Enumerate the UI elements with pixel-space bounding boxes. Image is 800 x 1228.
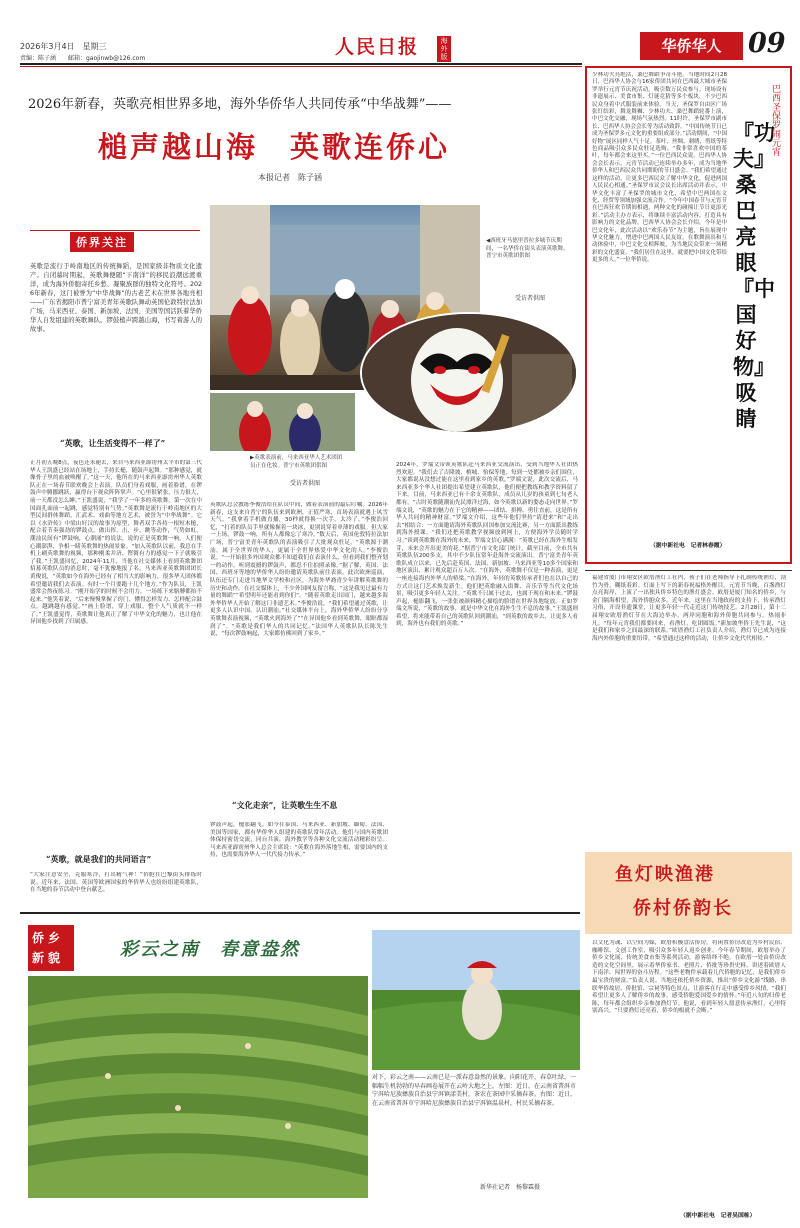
- xiang-title-1: 鱼灯映渔港: [615, 864, 715, 885]
- bottom-credit: 新华社记者 杨黎霖摄: [480, 1184, 541, 1191]
- sidebar-credit: （据中新社电 记者林春霞）: [650, 543, 726, 549]
- sidebar-title: 『功夫』桑巴亮眼 『中国好物』吸睛: [733, 120, 778, 431]
- body-col-1b: “大家注意安全，克服寒冷，打出精气神！”侨胞在巴黎街头排练时说。近年来，法国、英国等欧洲国家的华侨华人也纷纷组建英歌队，在当地的春节活动中登台献艺。: [30, 872, 202, 894]
- right-divider: [585, 570, 792, 571]
- editor-line: 责编：陈子涵 邮箱：gaojinwb@126.com: [20, 55, 146, 62]
- section-title: 华侨华人: [640, 32, 743, 60]
- body-col-3: 2024年，罗端文带领英歌队赴马来西亚交流演出，受到当地华人社团热烈欢迎。“我们去了吉隆坡、槟城、怡保等地，每到一处都被乡亲们围住，大家都说从没想过能在这里看到家乡的英歌。”罗端文说，此次交流后，马来西亚多个华人社团提出希望建立英歌队，他们便把教练和教学资料留了下来。目前，马来西亚已有十余支英歌队，成员从几岁的孩童到七旬老人都有。“古时英歌随潮汕先民漂洋过海，如今英歌以新的姿态走向世界。”罗端文说，“英歌的魅力在于它的精神——团结、拼搏、勇往直前，这是所有华人共同的精神财富。”罗端文介绍，这些年他们坚持“请进来”和“走出去”相结合：一方面邀请海外英歌队回国参加交流比赛，另一方面派出教练到海外授课。“我们还把英歌教学视频放到网上，方便海外学员随时学习。”谈到英歌舞在海外的未来，罗端文信心满满：“英歌已经在海外生根发芽，未来会开出更美的花。”据普宁市文化部门统计，截至目前，全市共有英歌队伍200多支，其中不少队伍常年赴海外交流演出。普宁富美青年英歌队成立以来，已先后赴英国、法国、新加坡、马来西亚等10多个国家和地区演出，累计观众超百万人次。“在海外，英歌舞不仅是一种表演，更是一座连接海内外华人的桥梁。”在海外，年轻的英歌传承者们也在以自己的方式让这门艺术焕发新生。他们把英歌融入街舞、音乐节等当代文化场景，吸引更多年轻人关注。“英歌不只属于过去，也属于现在和未来。”锣鼓声起，槌影翻飞，一张张被颜料精心描绘的脸谱在世界各地绽放。正如罗端文所说，“英歌的故事，就是中华文化在海外生生不息的故事。”王凯盛则希望，将来能带着自己的英歌队回到潮汕，“到英歌的故乡去，让更多人看到，海外也有我们的英歌。”: [396, 462, 578, 628]
- sidebar-text: 少林功夫亮绝活，桑巴舞蹈争奇斗艳。当地时间2月28日，巴西华人协会与16家侨团共同在巴西最大城市圣保罗举行元宵节庆祝活动，吸引数万民众参与。现场设有非遗展示、美食市集、灯谜竞猜等多个板块，不少巴西民众身着中式服装前来体验。当天，圣保罗自由区广场张灯结彩，舞龙舞狮、少林功夫、桑巴舞蹈轮番上演，中巴文化交融，现场气氛热烈。11时许，圣保罗市副市长、巴西华人协会会长等为活动致辞。“中国传统节日已成为圣保罗多元文化的重要组成部分。”活动期间，“中国好物”展区同样人气十足。茶叶、丝绸、刺绣、剪纸等特色商品吸引众多民众驻足选购。“我非常喜欢中国的茶叶，每年都会来这里买。”一位巴西民众说。巴西华人协会会长表示，元宵节活动已连续举办多年，成为当地华侨华人和巴西民众共同期盼的节日盛会。“我们希望通过这样的活动，让更多巴西民众了解中华文化，促进两国人民民心相通。”圣保罗市议会议长出席活动并表示，中华文化丰富了圣保罗的城市文化，希望中巴两国在文化、经贸等领域加强交流合作。“今年中国春节与元宵节在巴西狂欢节期间相遇，两种文化的碰撞让节日更添光彩。”活动主办方表示，将继续丰富活动内容，打造具有影响力的文化品牌。巴西华人协会会长介绍，今年是中巴文化年，此次活动以“欢乐春节”为主题，旨在展现中华文化魅力，增进中巴两国人民友谊。在歌舞演出和互动体验中，中巴文化交相辉映，为当地民众带来一场精彩的文化盛宴。“我们居住在这里，就要把中国文化带给更多的人。”一位华侨说。: [592, 72, 727, 264]
- xiang-title-box: [585, 852, 792, 934]
- article-headline: 槌声越山海 英歌连侨心: [98, 130, 451, 164]
- body-col-1: 正月初五晚8点，夜色还未褪去，来自马来西亚霹雳州太平市的第三代华人王凯盛已经站在场地上，手持长槌，随鼓声起舞。“那种感觉，就像骨子里的血被唤醒了。”这一天，他所在的马来西亚霹雳州华人英歌队正在一场春节联欢晚会上表演。队员们身着戏服，画着脸谱，在锣鼓声中腾挪跳跃，赢得台下观众阵阵掌声。“心里很紧张，压力很大，前一天都没怎么睡。”王凯盛说，“我学了一年多的英歌舞，第一次在中国面孔面前一起跳，感觉特别有气势。”英歌舞是流行于岭南地区的大型民间群体舞蹈，汇武术、戏曲等地方艺术，被誉为“中华战舞”。它以《水浒传》中梁山好汉的故事为原型，舞者双手各持一根短木槌，配合着节奏强劲的锣鼓点，做出挥、击、步、跳等动作，气势如虹。潮汕民间有“锣鼓响，心潮涌”的说法，说的正是英歌舞一响，人们便心潮澎湃，争相一睹英歌舞的热闹景象。“加入英歌队以前，我总在手机上刷英歌舞的视频，那种刚柔并济、铿锵有力的感觉一下子就吸引了我。”王凯盛回忆，2024年11月，当他在社交媒体上看到英歌舞团招募英歌队员的消息时，毫不犹豫地报了名。马来西亚英歌舞团团长黄俊说，“英歌如今在海外已经有了相当大的影响力，很多华人团体都希望邀请我们去表演。有时一个月要跑十几个地方。”作为队员，王凯盛常会熬夜练习。“刚开始学的时候不会用力，一场练下来胳膊都抬不起来。”他笑着说，“后来慢慢掌握了窍门，懂得怎样发力、怎样配合鼓点，越跳越有感觉。”“画上脸谱，穿上戏服，整个人气质就不一样了。”王凯盛觉得，英歌舞让他真正了解了中华文化的魅力，也让他在异国他乡找到了归属感。: [30, 460, 202, 626]
- xiang-body: 以文化为魂、以空间为媒，欧厝积极盘活侨房，将闲置侨房改造为乡村民宿、咖啡馆、文创工作室，吸引众多年轻人返乡创业。今年春节期间，欧厝举办了侨乡文化展、传统美食市集等系列活动，游客络绎不绝。在欧厝一处由侨房改造的文化空间里，展示着华侨家书、老照片、侨批等珍贵史料，讲述着欧厝人下南洋、闯世界的奋斗历程。“这些老物件承载着几代侨胞的记忆，是我们侨乡最宝贵的财富。”负责人说。当地还依托侨乡资源，推出“侨乡文化游”线路，串联华侨故居、侨批馆、宗祠等特色景点，让游客在行走中感受侨乡风情。“我们希望让更多人了解侨乡的故事，感受侨胞爱国爱乡的情怀。”年近八旬的归侨老陈，每年都会组织乡亲参加渔灯节。他说，看到年轻人愿意传承渔灯，心里特别高兴。“只要渔灯还亮着，侨乡的根就不会断。”: [592, 940, 786, 1015]
- photo-tea-terraces: [28, 976, 368, 1198]
- issue-date: 2026年3月4日 星期三: [20, 42, 107, 51]
- performer-illustration: [210, 393, 355, 451]
- masthead-logo: 人民日报: [335, 36, 420, 58]
- header-rule: [20, 63, 582, 65]
- column-tag: 侨界关注: [70, 232, 134, 252]
- bottom-tag-box: [28, 925, 74, 971]
- header-rule-red: [20, 66, 582, 67]
- bottom-tag-1: 侨乡: [32, 931, 65, 945]
- subhead-2: “英歌，就是我们的共同语言”: [46, 854, 152, 864]
- xiang-credit: （据中新社电 记者吴国栋）: [680, 1213, 756, 1219]
- subhead-3: “文化走亲”，让英歌生生不息: [232, 800, 338, 810]
- xiang-lead: 福建省厦门市翔安区欧厝渔灯工社内，孩子们在老师指导下扎制传统渔灯，剖竹为骨，糊纸着彩。灯面上写下的新春祝福格外醒目。元宵节当晚，百盏渔灯点亮海岸，上演了一出独具侨乡特色的渔灯盛会。欧厝是厦门知名的侨乡，与金门隔海相望，海外侨胞众多。近年来，这里在当地政府的支持下，传承渔灯习俗，开设非遗课堂，让更多年轻一代走近这门传统技艺。2月28日，第十二届翔安欧厝渔灯节在大海边举办，两岸同胞和海外侨胞共同参与，热闹非凡。“每年元宵我们都要回来，看渔灯，吃团圆饭。”新加坡华侨王先生说，“这是我们和家乡之间最深的联系。”欧厝渔灯工社负责人介绍，渔灯节已成为连接海内外侨胞的重要纽带，“希望通过这样的活动，让侨乡文化代代相传。”: [592, 575, 786, 642]
- tea-terraces-illustration: [28, 976, 368, 1198]
- photo2-credit: 受访者供图: [290, 480, 321, 487]
- photo-performer: [210, 393, 355, 451]
- photo2-caption: ▶英歌表演前，马来西亚华人艺术团团员正在化妆。普宁市英歌团供图: [250, 455, 343, 469]
- subhead-1: “英歌，让生活变得不一样了”: [60, 438, 166, 448]
- body-col-2b: 锣鼓声起，槌影翻飞。如今在泰国、马来西亚、新加坡、缅甸、法国、美国等国家，都有华侨华人组建的英歌队常年活动。他们与国内英歌团体保持密切交流，同台共演，海外教学等各种文化交流活动精彩纷呈。马来西亚霹雳州华人总会主席说：“英歌在海外落地生根，需要国内的支持，也需要海外华人一代代接力传承。”: [210, 822, 388, 859]
- photo-makeup: [360, 312, 578, 434]
- sidebar-subtitle: 巴西圣保罗闹元宵: [770, 84, 780, 156]
- article-kicker: 2026年新春，英歌亮相世界多地，海外华侨华人共同传承“中华战舞”——: [28, 97, 452, 112]
- bottom-caption: 对下，彩云之南——云南已是一派春意盎然的景象。向阳花开，春草吐绿，一幅幅生机勃勃的早春画卷展开在云岭大地之上。左图：近日，在云南省普洱市宁洱哈尼族彝族自治县宁洱镇漾美村，茶农在茶园中采摘春茶。右图：近日，在云南省普洱市宁洱哈尼族彝族自治县宁洱镇温泉村，村民采摘春茶。: [372, 1074, 577, 1107]
- photo1-caption: ◀西班牙马德里普拉多城节庆期间，一名华侨在街头表演英歌舞。普宁市英歌团供图: [486, 238, 569, 259]
- xiang-title-2: 侨村侨韵长: [633, 898, 733, 919]
- tea-picker-illustration: [372, 930, 580, 1070]
- body-col-2: 英歌队总会教练李俊浩给在队员中间，做着表演前的最后叮嘱。2026年新春，这支来自普宁的队伍来到欧洲，正值严寒，首场表演就遇上风雪天气。“我拿着手机做直播，30秒就得换一次手，太冷了。”李俊浩回忆，“打着的队员手里就像握着一块冰，更别说穿着单薄的戏服。但大家一上场，锣鼓一响，所有人都像忘了寒冷。”数天后，英国伦敦特拉法加广场，普宁富美青年英歌队的表演吸引了大批观众驻足。“英歌源于潮汕，属于全世界的华人，更属于全世界热爱中华文化的人。”李俊浩说。“一开始很多外国观众都不知道我们在表演什么，但看到我们整齐划一的动作、听到震撼的锣鼓声，都忍不住拍照录像。”据了解，英国、法国、西班牙等地的华侨华人纷纷邀请英歌队前往表演。此次欧洲巡演，队伍还专门走进当地华文学校和社区，为海外华裔青少年讲解英歌舞的历史和动作。在社交媒体上，不少外国网友留言称，“这是我见过最有力量的舞蹈”“希望明年还能看到你们”。“随着英歌走出国门，越来越多海外华侨华人开始了解这门非遗艺术。”李俊浩说，“我们希望通过英歌，让更多人认识中国、认识潮汕。”社交媒体平台上，海外华侨华人纷纷分享英歌舞表演视频，“英歌火到海外了”“在异国他乡看到英歌舞，眼眶都湿润了”。“英歌是我们华人的共同记忆。”法国华人英歌队队长陈先生说，“每次锣鼓响起，大家都仿佛回到了家乡。”: [210, 502, 388, 638]
- article-lead: 英歌是流行于岭南地区的传统舞蹈，是国家级非物质文化遗产。自闭幕时期起，英歌舞便随“下南洋”的移民浪潮远渡重洋，成为海外侨胞寄托乡愁、凝聚族群的独特文化符号。2026年新春，这门被誉为“中华战舞”的古老艺术在世界各地亮相——广东省揭阳市普宁富美青年英歌队舞动英国伦敦特拉法加广场，马来西亚、泰国、新加坡、法国、美国等国活跃着华侨华人自发组建的英歌舞队。锣鼓槌声跨越山海，书写着游人的故事。: [30, 263, 202, 333]
- page-number: 09: [748, 28, 786, 59]
- bottom-title: 彩云之南 春意盎然: [120, 939, 300, 960]
- bottom-tag-2: 新貌: [32, 951, 65, 965]
- article-byline: 本报记者 陈子涵: [258, 173, 322, 182]
- photo-tea-picker: [372, 930, 580, 1070]
- masthead-sub: 海外版: [437, 36, 451, 62]
- makeup-illustration: [362, 314, 578, 434]
- bottom-rule: [20, 912, 580, 914]
- photo1-credit: 受访者供图: [515, 295, 546, 302]
- tag-rule: [30, 230, 200, 231]
